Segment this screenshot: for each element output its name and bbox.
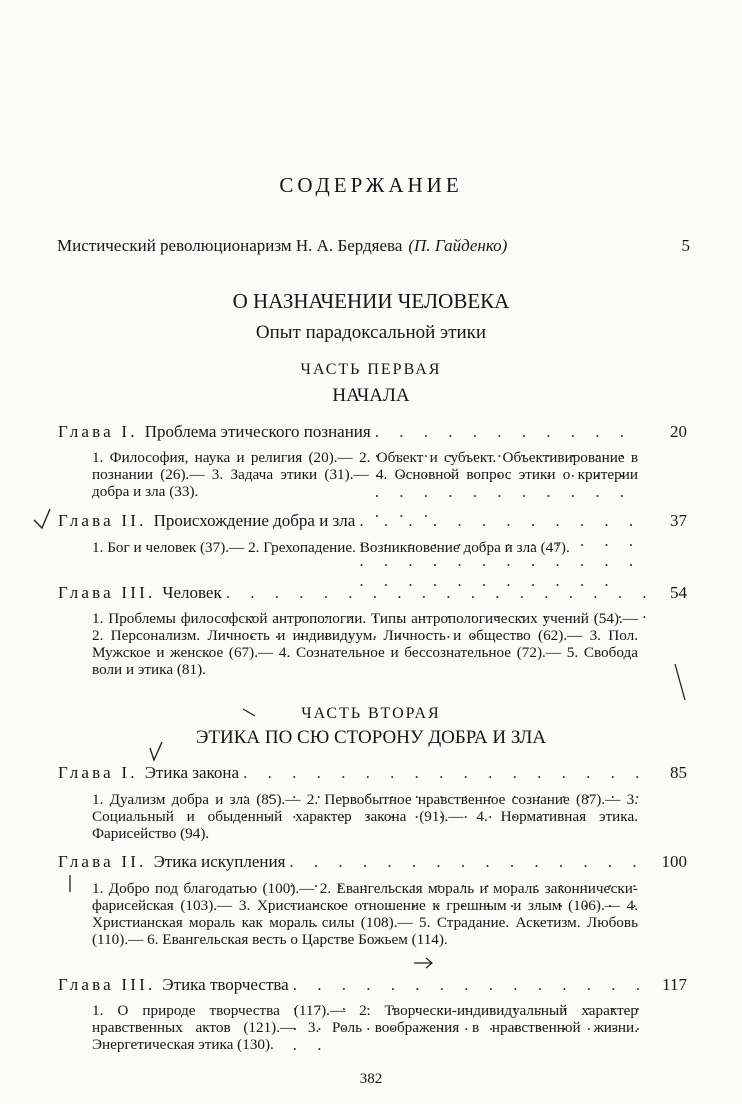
part-one-label: ЧАСТЬ ПЕРВАЯ (300, 361, 442, 378)
chapter-title: Проблема этического познания (144, 422, 371, 441)
page-number: 382 (359, 1071, 383, 1087)
chapter-title: Этика искупления (153, 852, 286, 871)
chapter-page: 37 (670, 511, 687, 530)
chapter-summary: 1. Проблемы философской антропологии. Типы антропологических учений (54).— 2. Персонализм. Личность и индивидуум. Личность и общество (62).— 3. Пол. Мужское и женское (67).— 4. Сознательное и бессознательное (72).— 5. Свобода воли и этика (81). (92, 610, 638, 678)
chapter-title: Человек (162, 583, 222, 602)
chapter-prefix: Глава II. (58, 852, 147, 871)
book-subtitle: Опыт парадоксальной этики (255, 322, 487, 343)
chapter-summary: 1. Добро под благодатью (100).— 2. Евангельская мораль и мораль законнически-фарисейская (103).— 3. Христианское отношение к грешным и злым (106).— 4. Христианская мораль как мораль силы (108).— 5. Страдание. Аскетизм. Любовь (110).— 6. Евангельская весть о Царстве Божьем (114). (92, 880, 638, 948)
chapter-prefix: Глава I. (58, 763, 138, 782)
checkmark-icon (34, 509, 50, 528)
part-one-title: НАЧАЛА (332, 385, 410, 406)
chapter-page: 20 (670, 422, 687, 441)
intro-author: (П. Гайденко) (408, 236, 508, 255)
chapter-summary: 1. Дуализм добра и зла (85).— 2. Первобытное нравственное сознание (87).— 3. Социальный и обыденный характер закона (91).— 4. Нормативная этика. Фарисейство (94). (92, 791, 638, 842)
chapter-page: 117 (662, 975, 687, 994)
part-two-label: ЧАСТЬ ВТОРАЯ (301, 705, 441, 722)
chapter-summary: 1. Философия, наука и религия (20).— 2. Объект и субъект. Объективирование в познании (26).— 3. Задача этики (31).— 4. Основной вопрос этики о критерии добра и зла (33). (92, 449, 638, 500)
chapter-page: 100 (661, 852, 687, 871)
chapter-title: Этика творчества (162, 975, 289, 994)
pencil-stroke-icon (243, 709, 255, 716)
chapter-page: 85 (670, 763, 687, 782)
checkmark-icon (150, 742, 162, 760)
chapter-title: Этика закона (144, 763, 240, 782)
chapter-title: Происхождение добра и зла (153, 511, 356, 530)
chapter-prefix: Глава III. (58, 975, 156, 994)
intro-title: Мистический революционаризм Н. А. Бердяева (57, 236, 403, 255)
chapter-prefix: Глава III. (58, 583, 156, 602)
intro-page: 5 (681, 236, 690, 255)
margin-slash-icon (675, 664, 685, 700)
chapter-page: 54 (670, 583, 687, 602)
arrow-mark-icon (414, 958, 432, 968)
contents-heading: СОДЕРЖАНИЕ (279, 173, 463, 197)
chapter-prefix: Глава I. (58, 422, 138, 441)
chapter-prefix: Глава II. (58, 511, 147, 530)
book-title: О НАЗНАЧЕНИИ ЧЕЛОВЕКА (232, 289, 510, 313)
chapter-summary: 1. Бог и человек (37).— 2. Грехопадение. Возникновение добра и зла (47). (92, 539, 570, 556)
part-two-title: ЭТИКА ПО СЮ СТОРОНУ ДОБРА И ЗЛА (195, 727, 547, 748)
chapter-summary: 1. О природе творчества (117).— 2. Творчески-индивидуальный характер нравственных актов (121).— 3. Роль воображения в нравственной жизни. Энергетическая этика (130). (92, 1002, 638, 1053)
